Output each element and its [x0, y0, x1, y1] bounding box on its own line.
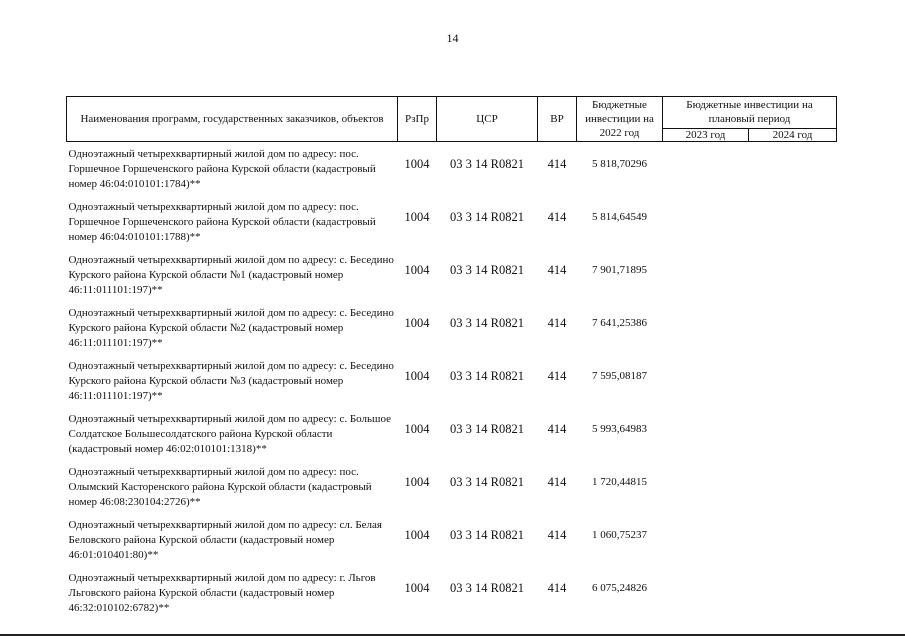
vr-value: 414 — [547, 581, 567, 595]
investment-2024-cell — [749, 513, 837, 566]
table-row — [67, 248, 837, 301]
investment-2023-cell — [663, 513, 749, 566]
investment-2022-value: 5 818,70296 — [592, 158, 647, 170]
investment-2024-cell — [749, 460, 837, 513]
investment-2022-value: 1 060,75237 — [592, 529, 647, 541]
csr-cell — [437, 354, 538, 407]
investment-2024-cell — [749, 248, 837, 301]
investment-2024-cell — [749, 407, 837, 460]
csr-cell — [437, 566, 538, 619]
vr-value: 414 — [547, 422, 567, 436]
investment-2022-value: 6 075,24826 — [592, 582, 647, 594]
csr-value: 03 3 14 R0821 — [450, 210, 524, 224]
investment-2022-cell — [577, 195, 663, 248]
object-name-cell: Одноэтажный четырехквартирный жилой дом по адресу: сл. Белая Беловского района Курской области (кадастровый номер 46:01:010401:80)** — [68, 519, 382, 561]
rzpr-value: 1004 — [404, 157, 430, 171]
vr-value: 414 — [547, 316, 567, 330]
investment-2023-cell — [663, 354, 749, 407]
csr-value: 03 3 14 R0821 — [450, 157, 524, 171]
investment-2024-cell — [749, 142, 837, 196]
investment-2023-cell — [663, 142, 749, 196]
table-row — [67, 460, 837, 513]
header-year-2023: 2023 год — [663, 128, 749, 141]
investment-2024-cell — [749, 354, 837, 407]
table-row — [67, 301, 837, 354]
rzpr-value: 1004 — [404, 528, 430, 542]
rzpr-cell — [398, 248, 437, 301]
investment-2023-cell — [663, 460, 749, 513]
header-vr: ВР — [538, 97, 577, 142]
vr-value: 414 — [547, 263, 567, 277]
object-name-cell: Одноэтажный четырехквартирный жилой дом по адресу: с. Беседино Курского района Курской области №3 (кадастровый номер 46:11:011101:197)** — [68, 360, 394, 402]
rzpr-cell — [398, 407, 437, 460]
rzpr-value: 1004 — [404, 210, 430, 224]
csr-cell — [437, 301, 538, 354]
vr-cell — [538, 513, 577, 566]
investment-2023-cell — [663, 407, 749, 460]
rzpr-value: 1004 — [404, 316, 430, 330]
budget-investment-table — [66, 96, 837, 619]
investment-2022-cell — [577, 407, 663, 460]
rzpr-value: 1004 — [404, 263, 430, 277]
rzpr-value: 1004 — [404, 369, 430, 383]
investment-2022-cell — [577, 142, 663, 196]
investment-2023-cell — [663, 248, 749, 301]
vr-cell — [538, 354, 577, 407]
vr-cell — [538, 301, 577, 354]
rzpr-cell — [398, 513, 437, 566]
header-year-2024: 2024 год — [749, 128, 837, 141]
csr-value: 03 3 14 R0821 — [450, 528, 524, 542]
csr-cell — [437, 142, 538, 196]
csr-cell — [437, 460, 538, 513]
header-name: Наименования программ, государственных заказчиков, объектов — [67, 97, 398, 142]
investment-2023-cell — [663, 195, 749, 248]
vr-value: 414 — [547, 210, 567, 224]
vr-cell — [538, 142, 577, 196]
investment-2024-cell — [749, 301, 837, 354]
rzpr-cell — [398, 566, 437, 619]
csr-value: 03 3 14 R0821 — [450, 316, 524, 330]
object-name-cell: Одноэтажный четырехквартирный жилой дом по адресу: с. Беседино Курского района Курской области №2 (кадастровый номер 46:11:011101:197)** — [68, 307, 394, 349]
rzpr-cell — [398, 460, 437, 513]
investment-2022-value: 5 993,64983 — [592, 423, 647, 435]
csr-cell — [437, 195, 538, 248]
table-body — [67, 142, 837, 620]
investment-2022-cell — [577, 301, 663, 354]
object-name-cell: Одноэтажный четырехквартирный жилой дом по адресу: пос. Олымский Касторенского района Курской области (кадастровый номер 46:08:230104:2726)** — [68, 466, 372, 508]
table-row — [67, 566, 837, 619]
header-rzpr: РзПр — [398, 97, 437, 142]
investment-2022-cell — [577, 460, 663, 513]
object-name-cell: Одноэтажный четырехквартирный жилой дом по адресу: с. Большое Солдатское Большесолдатского района Курской области (кадастровый номер 46:02:010101:1318)** — [68, 413, 391, 455]
csr-cell — [437, 248, 538, 301]
csr-cell — [437, 407, 538, 460]
object-name-cell: Одноэтажный четырехквартирный жилой дом по адресу: с. Беседино Курского района Курской области №1 (кадастровый номер 46:11:011101:197)** — [68, 254, 394, 296]
csr-value: 03 3 14 R0821 — [450, 263, 524, 277]
rzpr-cell — [398, 301, 437, 354]
object-name-cell: Одноэтажный четырехквартирный жилой дом по адресу: пос. Горшечное Горшеченского района Курской области (кадастровый номер 46:04:010101:1784)** — [68, 148, 376, 190]
object-name-cell: Одноэтажный четырехквартирный жилой дом по адресу: пос. Горшечное Горшеченского района Курской области (кадастровый номер 46:04:010101:1788)** — [68, 201, 376, 243]
investment-2022-cell — [577, 248, 663, 301]
investment-2024-cell — [749, 566, 837, 619]
vr-cell — [538, 460, 577, 513]
header-investment-2022: Бюджетные инвестиции на 2022 год — [577, 97, 663, 142]
vr-cell — [538, 407, 577, 460]
page-number: 14 — [446, 31, 459, 45]
investment-2024-cell — [749, 195, 837, 248]
header-planned-period: Бюджетные инвестиции на плановый период — [663, 97, 837, 129]
rzpr-cell — [398, 195, 437, 248]
csr-value: 03 3 14 R0821 — [450, 581, 524, 595]
csr-value: 03 3 14 R0821 — [450, 475, 524, 489]
table-row — [67, 142, 837, 196]
rzpr-value: 1004 — [404, 581, 430, 595]
table-row — [67, 195, 837, 248]
rzpr-value: 1004 — [404, 475, 430, 489]
vr-value: 414 — [547, 528, 567, 542]
rzpr-value: 1004 — [404, 422, 430, 436]
investment-2022-value: 1 720,44815 — [592, 476, 647, 488]
vr-cell — [538, 248, 577, 301]
vr-value: 414 — [547, 157, 567, 171]
vr-value: 414 — [547, 369, 567, 383]
object-name-cell: Одноэтажный четырехквартирный жилой дом по адресу: г. Льгов Льговского района Курской области (кадастровый номер 46:32:010102:6782)** — [68, 572, 376, 614]
csr-cell — [437, 513, 538, 566]
csr-value: 03 3 14 R0821 — [450, 369, 524, 383]
header-csr: ЦСР — [437, 97, 538, 142]
investment-2022-value: 7 901,71895 — [592, 264, 647, 276]
investment-2022-value: 7 595,08187 — [592, 370, 647, 382]
investment-2022-cell — [577, 354, 663, 407]
investment-2023-cell — [663, 566, 749, 619]
investment-2022-value: 7 641,25386 — [592, 317, 647, 329]
vr-cell — [538, 195, 577, 248]
rzpr-cell — [398, 354, 437, 407]
csr-value: 03 3 14 R0821 — [450, 422, 524, 436]
investment-2022-value: 5 814,64549 — [592, 211, 647, 223]
page-bottom-edge — [0, 634, 905, 636]
investment-2022-cell — [577, 566, 663, 619]
table-row — [67, 407, 837, 460]
vr-value: 414 — [547, 475, 567, 489]
vr-cell — [538, 566, 577, 619]
table-row — [67, 354, 837, 407]
investment-2023-cell — [663, 301, 749, 354]
rzpr-cell — [398, 142, 437, 196]
table-header — [67, 97, 837, 142]
table-row — [67, 513, 837, 566]
investment-2022-cell — [577, 513, 663, 566]
